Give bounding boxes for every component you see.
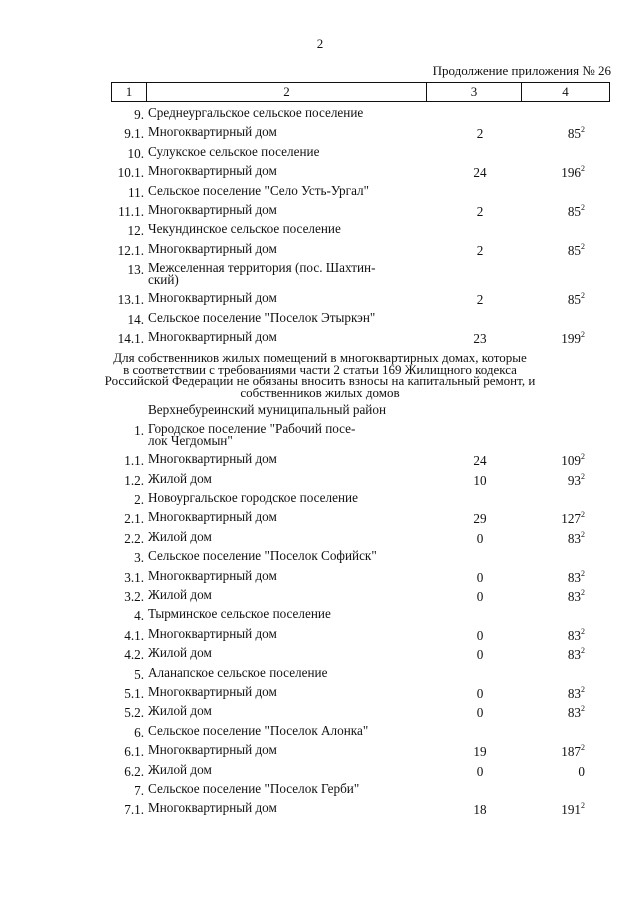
row-value-col4 — [530, 204, 585, 220]
row-value-col4-sup: 2 — [581, 164, 585, 174]
table-row — [0, 143, 640, 165]
row-name-line: Сельское поселение "Поселок Софийск" — [148, 548, 377, 564]
row-name-line: лок Чегдомын" — [148, 433, 233, 449]
row-number: 1.1. — [124, 453, 144, 469]
row-value-col4-base: 83 — [567, 589, 581, 605]
row-name — [148, 309, 420, 325]
district-heading: Верхнебуреинский муниципальный район — [148, 402, 386, 418]
table-row — [0, 567, 640, 589]
row-value-col4-base: 85 — [567, 203, 581, 219]
row-name — [148, 292, 420, 304]
row-value-col4-sup: 2 — [581, 471, 585, 481]
row-value-col4-base: 85 — [567, 292, 581, 308]
row-value-col4-sup: 2 — [581, 329, 585, 339]
row-number: 4.1. — [124, 627, 144, 643]
row-value-col3: 2 — [476, 203, 484, 219]
table-row — [0, 744, 640, 763]
row-name-line: Тырминское сельское поселение — [148, 606, 331, 622]
row-name — [148, 453, 420, 465]
row-number: 4. — [134, 608, 144, 624]
row-name-line: Сельское поселение "Поселок Алонка" — [148, 722, 369, 738]
row-value-col3: 0 — [476, 685, 484, 701]
row-value-col4-sup: 2 — [581, 291, 585, 301]
row-number: 7. — [134, 782, 144, 798]
note-paragraph — [0, 352, 640, 398]
row-number: 4.2. — [124, 647, 144, 663]
table-row — [0, 683, 640, 705]
row-number: 9. — [134, 107, 144, 122]
row-name-line: Многоквартирный дом — [148, 625, 277, 641]
row-value-col4-base: 127 — [561, 511, 581, 527]
row-value-col4-sup: 2 — [581, 568, 585, 578]
row-value-col3: 29 — [473, 511, 487, 527]
note-line: Для собственников жилых помещений в многоквартирных домах, которые — [113, 350, 527, 366]
table-row — [0, 223, 640, 242]
table-row — [0, 182, 640, 204]
row-name — [148, 780, 420, 796]
row-value-col4-base: 83 — [567, 627, 581, 643]
note-line: собственников жилых домов — [240, 384, 400, 400]
row-name-line: Сельское поселение "Поселок Герби" — [148, 780, 360, 796]
row-number: 5.1. — [124, 685, 144, 701]
row-name — [148, 223, 420, 235]
row-name — [148, 722, 420, 738]
table-row — [0, 511, 640, 530]
row-name-line: Многоквартирный дом — [148, 800, 277, 816]
row-value-col3: 23 — [473, 330, 487, 346]
table-row — [0, 608, 640, 627]
row-value-col4-sup: 2 — [581, 125, 585, 135]
row-name — [148, 492, 420, 504]
table-row — [0, 262, 640, 292]
note-line: в соответствии с требованиями части 2 статьи 169 Жилищного кодекса — [123, 361, 517, 377]
row-name — [148, 664, 420, 680]
row-name-line: Жилой дом — [148, 645, 212, 661]
table-row — [0, 722, 640, 744]
row-name-line: Сельское поселение "Поселок Этыркэн" — [148, 309, 376, 325]
row-value-col3: 0 — [476, 705, 484, 721]
row-name — [148, 528, 420, 544]
row-value-col4 — [530, 589, 585, 605]
row-value-col4 — [530, 453, 585, 469]
row-value-col4 — [530, 165, 585, 181]
row-value-col4-base: 83 — [567, 530, 581, 546]
table-row — [0, 625, 640, 647]
row-number: 5. — [134, 666, 144, 682]
row-value-col3: 10 — [473, 472, 487, 488]
row-name — [148, 240, 420, 256]
row-number: 3.2. — [124, 589, 144, 605]
row-name-line: Многоквартирный дом — [148, 742, 277, 758]
row-name-line: Многоквартирный дом — [148, 290, 277, 306]
row-name — [148, 647, 420, 659]
table-row — [0, 107, 640, 126]
header-col-3: 3 — [427, 83, 522, 102]
header-col-1: 1 — [112, 83, 147, 102]
row-value-col4-sup: 2 — [581, 241, 585, 251]
row-name-line: Многоквартирный дом — [148, 163, 277, 179]
row-value-col4 — [530, 705, 585, 721]
page-number: 2 — [316, 36, 324, 51]
row-name-line: Жилой дом — [148, 470, 212, 486]
row-value-col4-base: 85 — [567, 126, 581, 142]
row-name-line: Чекундинское сельское поселение — [148, 221, 341, 237]
table-row — [0, 309, 640, 331]
row-value-col4 — [530, 647, 585, 663]
row-value-col4 — [530, 126, 585, 142]
row-value-col4-base: 83 — [567, 647, 581, 663]
row-value-col3: 0 — [476, 589, 484, 605]
row-value-col4-sup: 2 — [581, 588, 585, 598]
row-number: 6.1. — [124, 744, 144, 760]
row-value-col3: 2 — [476, 242, 484, 258]
row-name-line: Новоургальское городское поселение — [148, 490, 358, 506]
row-name — [148, 802, 420, 814]
row-name — [148, 328, 420, 344]
table-row — [0, 126, 640, 145]
row-name-line: Многоквартирный дом — [148, 240, 277, 256]
table-row — [0, 802, 640, 821]
row-value-col4 — [530, 243, 585, 259]
row-value-col4 — [530, 292, 585, 308]
row-value-col3: 0 — [476, 647, 484, 663]
row-name-line: ский) — [148, 272, 179, 288]
table-header — [111, 82, 610, 102]
row-value-col3: 2 — [476, 292, 484, 308]
row-name — [148, 761, 420, 777]
row-number: 13.1. — [117, 292, 144, 308]
row-number: 10.1. — [117, 165, 144, 181]
row-number: 3. — [134, 550, 144, 566]
row-value-col4 — [530, 744, 585, 760]
row-value-col3: 0 — [476, 627, 484, 643]
row-value-col4-base: 83 — [567, 569, 581, 585]
row-name-line: Многоквартирный дом — [148, 451, 277, 467]
row-value-col3: 0 — [476, 569, 484, 585]
row-name — [148, 423, 420, 447]
row-value-col4-sup: 2 — [581, 684, 585, 694]
row-name-line: Жилой дом — [148, 761, 212, 777]
table-row — [0, 492, 640, 511]
row-name — [148, 550, 420, 562]
row-value-col4 — [530, 473, 585, 489]
row-name — [148, 262, 420, 286]
row-name-line: Многоквартирный дом — [148, 124, 277, 140]
row-number: 10. — [127, 145, 144, 161]
row-value-col4-sup: 2 — [581, 202, 585, 212]
row-name — [148, 182, 420, 198]
table-row — [0, 328, 640, 350]
row-value-col4 — [530, 802, 585, 818]
row-number: 1.2. — [124, 472, 144, 488]
row-value-col4-base: 196 — [561, 165, 581, 181]
row-name — [148, 589, 420, 601]
row-number: 11. — [128, 184, 144, 200]
row-number: 9.1. — [124, 126, 144, 142]
table-body — [0, 107, 640, 822]
table-row — [0, 423, 640, 453]
row-value-col4-sup: 2 — [581, 626, 585, 636]
row-number: 3.1. — [124, 569, 144, 585]
table-row — [0, 780, 640, 802]
row-value-col4 — [530, 628, 585, 644]
row-name-line: Среднеургальское сельское поселение — [148, 105, 364, 120]
row-name-line: Многоквартирный дом — [148, 567, 277, 583]
row-value-col4-sup: 2 — [581, 510, 585, 520]
row-value-col4-sup: 2 — [581, 801, 585, 811]
row-number: 14.1. — [117, 330, 144, 346]
row-number: 6.2. — [124, 763, 144, 779]
row-name-line: Многоквартирный дом — [148, 683, 277, 699]
row-name — [148, 625, 420, 641]
row-name-line: Жилой дом — [148, 587, 212, 603]
row-value-col4-sup: 2 — [581, 529, 585, 539]
note-line: Российской Федерации не обязаны вносить взносы на капитальный ремонт, и — [104, 373, 536, 389]
row-number: 12.1. — [117, 242, 144, 258]
table-row — [0, 550, 640, 569]
row-name-line: Межселенная территория (пос. Шахтин- — [148, 260, 376, 276]
table-row — [0, 664, 640, 686]
header-col-2: 2 — [147, 83, 427, 102]
row-value-col4 — [530, 764, 585, 780]
row-number: 2. — [134, 492, 144, 508]
row-value-col4-sup: 2 — [581, 704, 585, 714]
row-name-line: Жилой дом — [148, 528, 212, 544]
row-name — [148, 201, 420, 217]
row-value-col4-sup: 2 — [581, 743, 585, 753]
row-name-line: Городское поселение "Рабочий посе- — [148, 421, 356, 437]
row-number: 12. — [127, 223, 144, 239]
row-value-col4 — [530, 686, 585, 702]
row-name — [148, 744, 420, 756]
row-number: 5.2. — [124, 705, 144, 721]
row-value-col3: 18 — [473, 802, 487, 818]
row-number: 1. — [134, 423, 144, 439]
row-name-line: Жилой дом — [148, 703, 212, 719]
row-name — [148, 126, 420, 138]
row-number: 2.1. — [124, 511, 144, 527]
row-value-col4-base: 85 — [567, 242, 581, 258]
row-number: 7.1. — [124, 802, 144, 818]
row-name-line: Многоквартирный дом — [148, 509, 277, 525]
row-number: 6. — [134, 724, 144, 740]
row-number: 2.2. — [124, 530, 144, 546]
row-value-col4-base: 93 — [567, 472, 581, 488]
row-name-line: Аланапское сельское поселение — [148, 664, 328, 680]
row-name — [148, 608, 420, 620]
row-name-line: Сельское поселение "Село Усть-Ургал" — [148, 182, 369, 198]
row-value-col4-base: 191 — [561, 802, 581, 818]
row-name — [148, 705, 420, 717]
row-value-col3: 24 — [473, 453, 487, 469]
row-value-col4 — [530, 331, 585, 347]
row-number: 11.1. — [118, 203, 144, 219]
row-value-col4-base: 0 — [578, 763, 585, 779]
header-col-4: 4 — [522, 83, 610, 102]
row-number: 13. — [127, 262, 144, 278]
continuation-label: Продолжение приложения № 26 — [432, 63, 611, 78]
row-value-col4 — [530, 531, 585, 547]
row-value-col3: 0 — [476, 530, 484, 546]
table-row — [0, 453, 640, 472]
row-value-col4 — [530, 511, 585, 527]
row-name — [148, 165, 420, 177]
row-value-col4-base: 83 — [567, 705, 581, 721]
row-value-col3: 19 — [473, 744, 487, 760]
row-value-col4 — [530, 570, 585, 586]
row-value-col4-sup: 2 — [581, 452, 585, 462]
row-name — [148, 683, 420, 699]
row-value-col3: 24 — [473, 165, 487, 181]
row-value-col4-base: 187 — [561, 744, 581, 760]
row-name — [148, 567, 420, 583]
row-number: 14. — [127, 311, 144, 327]
row-name-line: Сулукское сельское поселение — [148, 143, 320, 159]
row-value-col4-base: 199 — [561, 330, 581, 346]
row-value-col4-sup: 2 — [581, 646, 585, 656]
row-value-col4-base: 109 — [561, 453, 581, 469]
row-name — [148, 143, 420, 159]
row-name-line: Многоквартирный дом — [148, 201, 277, 217]
row-name — [148, 470, 420, 486]
row-value-col3: 2 — [476, 126, 484, 142]
row-name — [148, 107, 420, 119]
row-name-line: Многоквартирный дом — [148, 328, 277, 344]
row-name — [148, 511, 420, 523]
row-value-col4-base: 83 — [567, 685, 581, 701]
row-value-col3: 0 — [476, 763, 484, 779]
